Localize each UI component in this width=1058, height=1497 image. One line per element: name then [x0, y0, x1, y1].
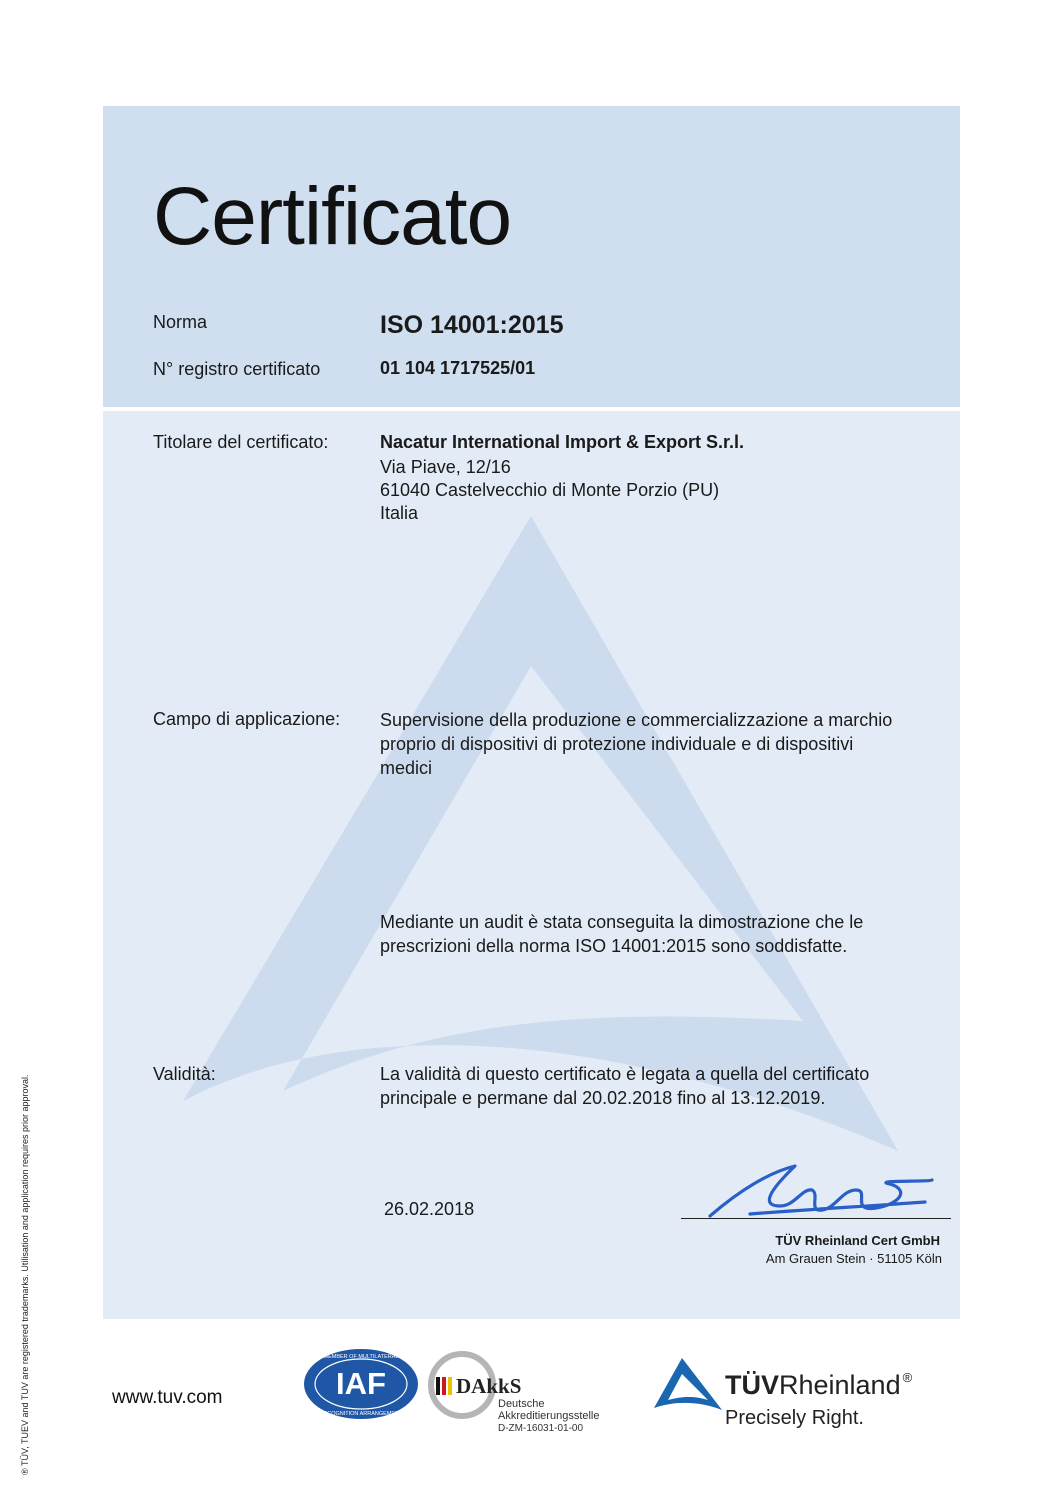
svg-text:DAkkS: DAkkS	[456, 1374, 522, 1398]
norm-label: Norma	[153, 312, 208, 332]
scope-line: medici	[380, 758, 433, 778]
scope-line: proprio di dispositivi di protezione individuale e di dispositivi	[380, 734, 854, 754]
issuer-name: TÜV Rheinland Cert GmbH	[775, 1233, 940, 1248]
holder-address-line: 61040 Castelvecchio di Monte Porzio (PU)	[380, 480, 720, 500]
website-link[interactable]: www.tuv.com	[112, 1387, 223, 1408]
registry-label: N° registro certificato	[153, 359, 321, 379]
issue-date: 26.02.2018	[384, 1199, 475, 1219]
certificate-title: Certificato	[153, 171, 512, 262]
svg-text:RECOGNITION ARRANGEMENT: RECOGNITION ARRANGEMENT	[319, 1411, 403, 1417]
svg-text:D-ZM-16031-01-00: D-ZM-16031-01-00	[498, 1423, 584, 1433]
registry-value: 01 104 1717525/01	[380, 358, 536, 378]
svg-text:Akkreditierungsstelle: Akkreditierungsstelle	[498, 1410, 600, 1422]
tuv-brand-rest: Rheinland	[779, 1370, 901, 1400]
trademark-note: ® TÜV, TUEV and TUV are registered trademarks. Utilisation and application requires prior approval.	[20, 1074, 30, 1475]
tuv-triangle-logo	[652, 1356, 728, 1412]
svg-text:Deutsche: Deutsche	[498, 1398, 545, 1410]
registered-mark: ®	[902, 1370, 913, 1385]
issuer-address: Am Grauen Stein · 51105 Köln	[765, 1251, 942, 1266]
audit-statement-line: Mediante un audit è stata conseguita la dimostrazione che le	[380, 912, 864, 932]
validity-line: La validità di questo certificato è legata a quella del certificato	[380, 1064, 870, 1084]
validity-line: principale e permane dal 20.02.2018 fino al 13.12.2019.	[380, 1088, 826, 1108]
dakks-logo	[428, 1349, 610, 1433]
holder-label: Titolare del certificato:	[153, 432, 329, 452]
tuv-slogan: Precisely Right.	[725, 1407, 864, 1429]
tuv-brand-bold: TÜV	[725, 1370, 779, 1400]
holder-name: Nacatur International Import & Export S.r.l.	[380, 432, 745, 452]
holder-address-line: Italia	[380, 503, 419, 523]
tuv-brand	[725, 1370, 912, 1401]
signature-line	[681, 1218, 951, 1219]
scope-label: Campo di applicazione:	[153, 709, 341, 729]
iaf-logo	[302, 1348, 420, 1420]
norm-value: ISO 14001:2015	[380, 311, 564, 339]
audit-statement-line: prescrizioni della norma ISO 14001:2015 sono soddisfatte.	[380, 936, 848, 956]
svg-text:MEMBER OF MULTILATERAL: MEMBER OF MULTILATERAL	[323, 1354, 399, 1360]
holder-address-line: Via Piave, 12/16	[380, 457, 511, 477]
validity-label: Validità:	[153, 1064, 216, 1084]
scope-line: Supervisione della produzione e commercializzazione a marchio	[380, 710, 893, 730]
svg-text:IAF: IAF	[336, 1366, 386, 1401]
